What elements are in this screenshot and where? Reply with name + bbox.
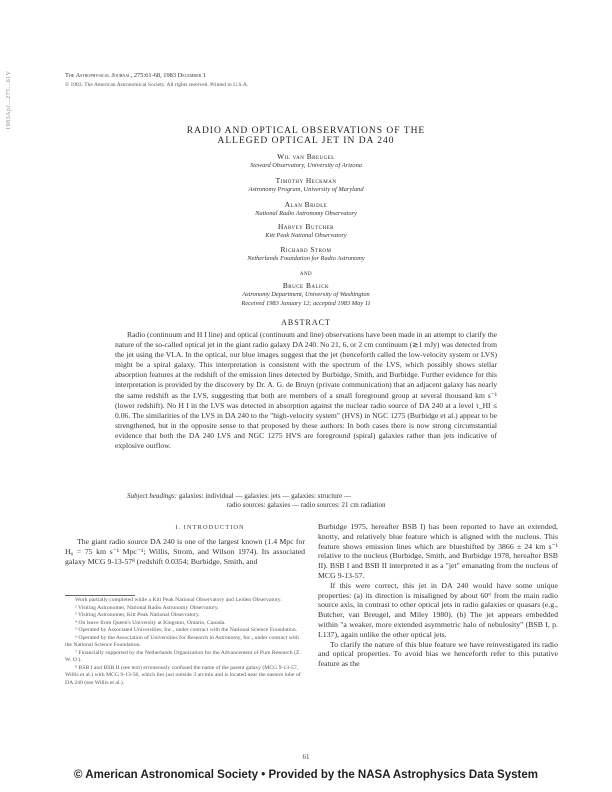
subject-headings: [115, 492, 497, 510]
footnote-rule: [65, 595, 135, 596]
author-affiliation: Kitt Peak National Observatory: [265, 232, 347, 239]
body-paragraph: To clarify the nature of this blue feature we have reinvestigated its radio and optical properties. To avoid bias we henceforth refer to this putative feature as the: [318, 639, 558, 669]
and-separator: and: [299, 268, 313, 277]
journal-reference: The Astrophysical Journal, 275:61-68, 1983 December 1: [65, 72, 206, 79]
author-affiliation: Astronomy Department, University of Washington: [242, 291, 370, 298]
footnote: ⁶ Operated by the Association of Universities for Research in Astronomy, Inc., under contract with the National Science Foundation.: [65, 634, 299, 648]
ads-footer: © American Astronomical Society • Provided by the NASA Astrophysics Data System: [74, 769, 538, 781]
footnote: ³ Visiting Astronomer, Kitt Peak National Observatory.: [75, 612, 200, 618]
author-affiliation: National Radio Astronomy Observatory: [255, 210, 357, 217]
bibcode-stamp: 1983ApJ...275...61V: [6, 70, 12, 130]
footnote: ⁵ Operated by Associated Universities, Inc., under contract with the National Science Foundation.: [75, 627, 298, 633]
left-column: [65, 537, 305, 566]
paper-title-line-2: ALLEGED OPTICAL JET IN DA 240: [217, 136, 395, 146]
author-name: Bruce Balick: [282, 281, 330, 290]
footnote: ⁸ BSB I and BSB II (see text) erroneously confused the name of the parent galaxy (MCG 9-13-57, Willis et al.) with MCG 9-13-56, which lies just outside 3 arcmin and is located near the eastern lobe of DA 240 (see Willis et al.).: [65, 664, 301, 686]
copyright-line: © 1983. The American Astronomical Society. All rights reserved. Printed in U.S.A.: [65, 82, 249, 88]
subject-headings-label: Subject headings:: [127, 492, 177, 500]
intro-paragraph: The giant radio source DA 240 is one of the largest known (1.4 Mpc for H₀ = 75 km s⁻¹ Mpc⁻¹; Willis, Strom, and Wilson 1974). Its associated galaxy MCG 9-13-57⁸ (redshift 0.0354; Burbidge, Smith, and: [65, 537, 305, 566]
author-affiliation: Astronomy Program, University of Maryland: [248, 186, 364, 193]
abstract-heading: ABSTRACT: [281, 318, 331, 327]
footnote: ² Visiting Astronomer, National Radio Astronomy Observatory.: [75, 604, 219, 611]
right-column: [318, 522, 558, 669]
author-affiliation: Netherlands Foundation for Radio Astronomy: [247, 255, 365, 262]
author-name: Alan Bridle: [284, 200, 328, 209]
section-heading: I. INTRODUCTION: [175, 524, 245, 531]
author-name: Harvey Butcher: [278, 222, 334, 231]
paper-title-line-1: RADIO AND OPTICAL OBSERVATIONS OF THE: [186, 126, 426, 136]
footnote: Work partially completed while a Kitt Peak National Observatory and Leiden Observatory.: [75, 597, 282, 603]
author-name: Richard Strom: [280, 245, 332, 254]
body-paragraph: Burbidge 1975, hereafter BSB I) has been reported to have an extended, knotty, and relatively blue feature which is aligned with the nucleus. This feature shows emission lines which are blueshifted by 3866 ± 24 km s⁻¹ relative to the nucleus (Burbidge, Smith, and Burbidge 1978, hereafter BSB II). BSB I and BSB II interpreted it as a "jet" emanating from the nucleus of MCG 9-13-57.: [318, 522, 558, 580]
footnotes: [65, 597, 305, 687]
body-paragraph: If this were correct, this jet in DA 240 would have some unique properties: (a) its direction is misaligned by about 60° from the main radio source axis, in contrast to other optical jets in radio galaxies or quasars (e.g., Butcher, van Breugel, and Miley 1980). (b) The jet appears embedded within "a weaker, more extended asymmetric halo of nebulosity" (BSB I, p. L137), again unlike the other optical jets.: [318, 580, 558, 639]
author-name: Wil van Breugel: [277, 152, 335, 161]
abstract-body: [115, 330, 497, 451]
footnote: ⁷ Financially supported by the Netherlands Organization for the Advancement of Pure Research (Z. W. O.).: [65, 649, 301, 663]
subject-headings-line-1: galaxies: individual — galaxies: jets — galaxies: structure —: [176, 492, 351, 500]
abstract-paragraph: Radio (continuum and H I line) and optical (continuum and line) observations have been made in an attempt to clarify the nature of the so-called optical jet in the giant radio galaxy DA 240. No 21, 6, or 2 cm continuum (≳1 mJy) was detected from the jet using the VLA. In the optical, our blue images suggest that the jet (henceforth called the low-velocity system or LVS) might be a spiral galaxy. This interpretation is consistent with the spectrum of the LVS, which possibly shows stellar absorption features at the redshift of the emission lines detected by Burbidge, Smith, and Burbidge. Further evidence for this interpretation is provided by the discovery by Dr. A. G. de Bruyn (private communication) that an adjacent galaxy has nearly the same redshift as the LVS, suggesting that both are members of a small foreground group at several thousand km s⁻¹ (lower redshift). No H I in the LVS was detected in absorption against the nuclear radio source of DA 240 at a level τ_HI ≤ 0.06. The similarities of the LVS in DA 240 to the "high-velocity system" (HVS) in NGC 1275 (Burbidge et al.) appear to be strengthened, but in the opposite sense to that proposed by these authors: In both cases there is now strong circumstantial evidence that both the DA 240 LVS and NGC 1275 HVS are foreground (spiral) galaxies rather than jets indicative of explosive outflow.: [115, 330, 497, 451]
author-name: Timothy Heckman: [275, 176, 337, 185]
footnote: ⁴ On leave from Queen's University at Kingston, Ontario, Canada.: [75, 619, 226, 626]
author-affiliation: Steward Observatory, University of Arizona: [249, 162, 362, 169]
received-dates: Received 1983 January 12; accepted 1983 May 11: [241, 300, 371, 307]
page-number: 61: [302, 753, 310, 761]
subject-headings-line-2: radio sources: galaxies — radio sources: 21 cm radiation: [226, 501, 386, 509]
